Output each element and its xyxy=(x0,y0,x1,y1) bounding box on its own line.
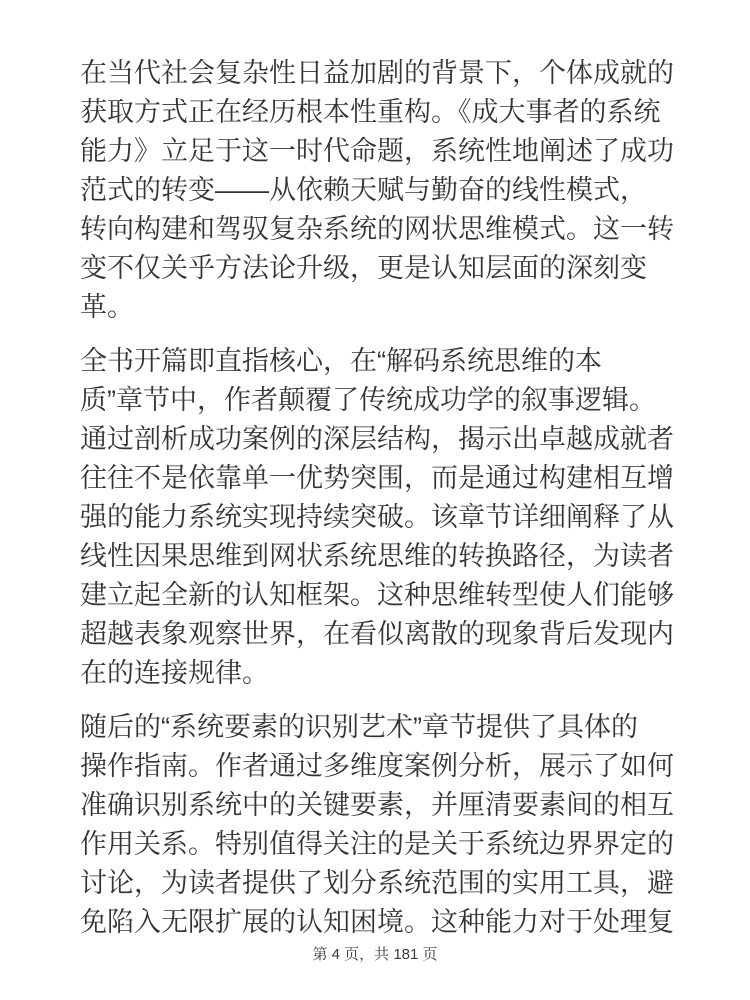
text-line: 线性因果思维到网状系统思维的转换路径，为读者 xyxy=(80,541,674,571)
text-line: 作用关系。特别值得关注的是关于系统边界界定的 xyxy=(80,829,674,859)
text-line: 超越表象观察世界，在看似离散的现象背后发现内 xyxy=(80,619,674,649)
text-line: 免陷入无限扩展的认知困境。这种能力对于处理复 xyxy=(80,907,674,937)
text-line: 革。 xyxy=(80,292,134,322)
text-line: 获取方式正在经历根本性重构。《成大事者的系统 xyxy=(80,97,661,127)
text-line: 范式的转变——从依赖天赋与勤奋的线性模式， xyxy=(80,175,647,205)
text-line: 在当代社会复杂性日益加剧的背景下，个体成就的 xyxy=(80,58,674,88)
text-line: 变不仅关乎方法论升级，更是认知层面的深刻变 xyxy=(80,253,647,283)
page-footer xyxy=(0,944,750,966)
text-line: 强的能力系统实现持续突破。该章节详细阐释了从 xyxy=(80,502,674,532)
text-line: 建立起全新的认知框架。这种思维转型使人们能够 xyxy=(80,580,674,610)
paragraph xyxy=(80,342,680,693)
text-line: 操作指南。作者通过多维度案例分析，展示了如何 xyxy=(80,751,674,781)
text-line: 讨论，为读者提供了划分系统范围的实用工具，避 xyxy=(80,868,674,898)
paragraph xyxy=(80,54,680,327)
text-line: 质”章节中，作者颠覆了传统成功学的叙事逻辑。 xyxy=(80,385,656,415)
text-line: 往往不是依靠单一优势突围，而是通过构建相互增 xyxy=(80,463,674,493)
text-line: 随后的“系统要素的识别艺术”章节提供了具体的 xyxy=(80,712,638,742)
paragraph xyxy=(80,708,680,942)
page-indicator: 第 4 页，共 181 页 xyxy=(312,946,438,963)
text-line: 准确识别系统中的关键要素，并厘清要素间的相互 xyxy=(80,790,674,820)
document-body xyxy=(80,54,680,957)
text-line: 全书开篇即直指核心，在“解码系统思维的本 xyxy=(80,346,602,376)
text-line: 在的连接规律。 xyxy=(80,658,269,688)
text-line: 通过剖析成功案例的深层结构，揭示出卓越成就者 xyxy=(80,424,674,454)
text-line: 能力》立足于这一时代命题，系统性地阐述了成功 xyxy=(80,136,674,166)
text-line: 转向构建和驾驭复杂系统的网状思维模式。这一转 xyxy=(80,214,674,244)
